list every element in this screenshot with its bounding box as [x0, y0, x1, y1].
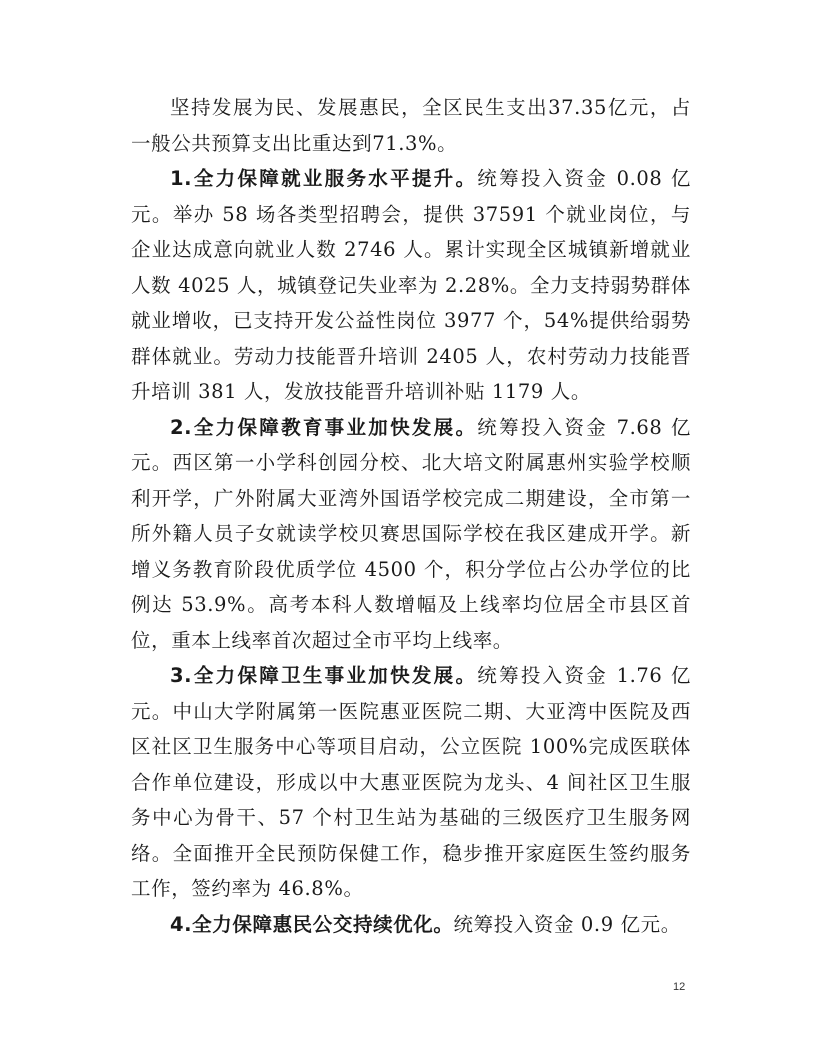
intro-paragraph: 坚持发展为民、发展惠民，全区民生支出37.35亿元，占一般公共预算支出比重达到71.3%。 [131, 96, 691, 155]
section-heading-transit: 4.全力保障惠民公交持续优化。 [170, 912, 454, 936]
section-body-employment: 统筹投入资金 0.08 亿元。举办 58 场各类型招聘会，提供 37591 个就业岗位，与企业达成意向就业人数 2746 人。累计实现全区城镇新增就业人数 4025 人，城镇登记失业率为 2.28%。全力支持弱势群体就业增收，已支持开发公益性岗位 3977 个，54%提供给弱势群体就业。劳动力技能晋升培训 2405 人，农村劳动力技能晋升培训 381 人，发放技能晋升培训补贴 1179 人。 [131, 167, 691, 403]
section-paragraph-transit [131, 907, 691, 943]
section-heading-employment: 1.全力保障就业服务水平提升。 [170, 167, 478, 190]
section-paragraph-employment [131, 161, 691, 410]
document-body [131, 90, 691, 942]
section-heading-health: 3.全力保障卫生事业加快发展。 [170, 664, 478, 687]
section-paragraph-education [131, 410, 691, 659]
section-body-education: 统筹投入资金 7.68 亿元。西区第一小学科创园分校、北大培文附属惠州实验学校顺利开学，广外附属大亚湾外国语学校完成二期建设，全市第一所外籍人员子女就读学校贝赛思国际学校在我区建成开学。新增义务教育阶段优质学位 4500 个，积分学位占公办学位的比例达 53.9%。高考本科人数增幅及上线率均位居全市县区首位，重本上线率首次超过全市平均上线率。 [131, 415, 691, 652]
section-body-transit: 统筹投入资金 0.9 亿元。 [453, 912, 681, 936]
section-paragraph-health [131, 658, 691, 907]
section-heading-education: 2.全力保障教育事业加快发展。 [170, 415, 478, 439]
section-body-health: 统筹投入资金 1.76 亿元。中山大学附属第一医院惠亚医院二期、大亚湾中医院及西区社区卫生服务中心等项目启动，公立医院 100%完成医联体合作单位建设，形成以中大惠亚医院为龙头、4 间社区卫生服务中心为骨干、57 个村卫生站为基础的三级医疗卫生服务网络。全面推开全民预防保健工作，稳步推开家庭医生签约服务工作，签约率为 46.8%。 [131, 664, 691, 900]
page-number: 12 [673, 981, 686, 993]
